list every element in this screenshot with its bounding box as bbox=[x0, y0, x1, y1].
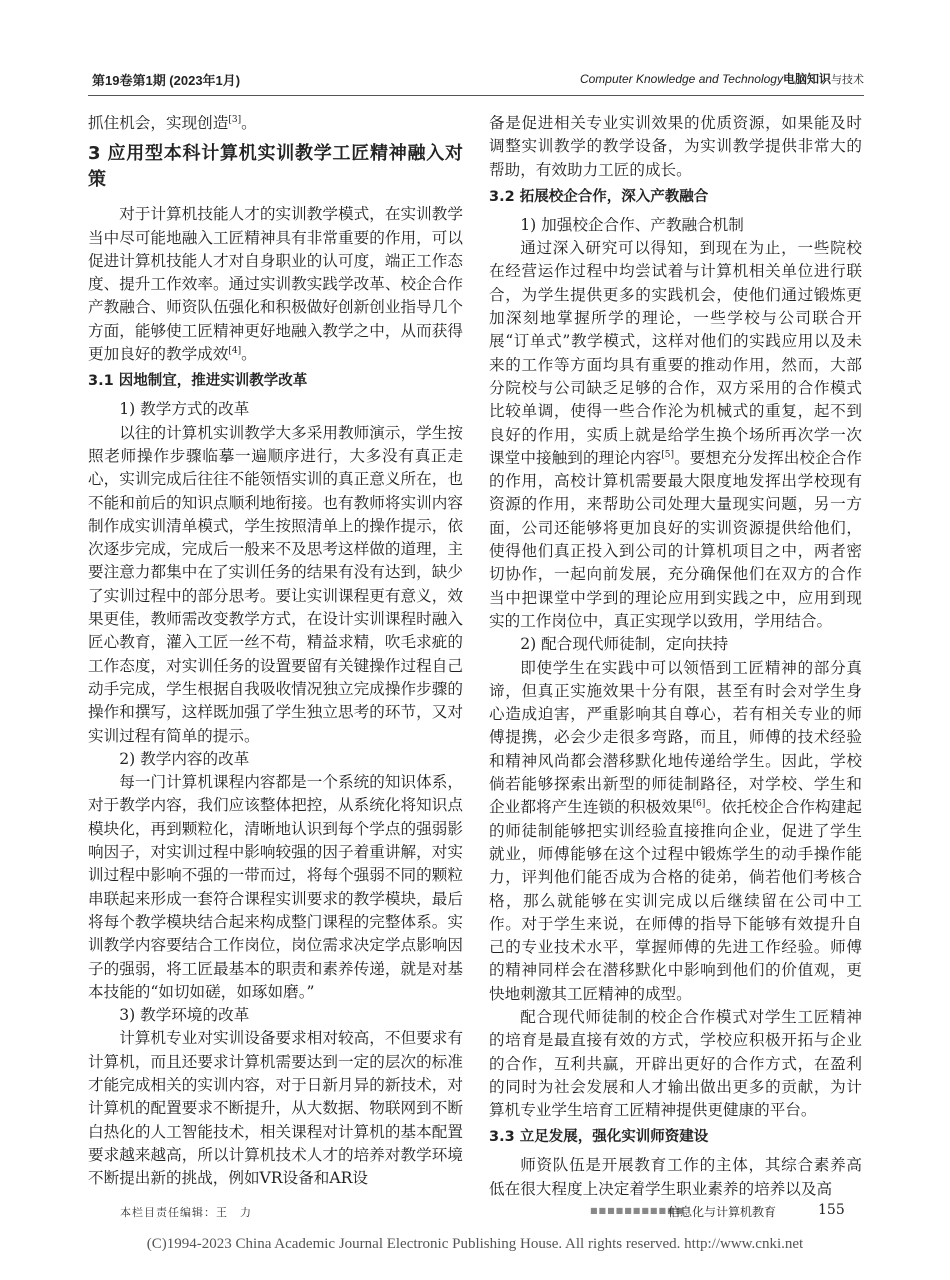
header-rule bbox=[88, 95, 864, 96]
subheading: 2) 配合现代师徒制，定向扶持 bbox=[520, 635, 729, 654]
paragraph: 备是促进相关专业实训效果的优质资源，如果能及时调整实训教学的教学设备，为实训教学提供非常大的帮助，有效助力工匠的成长。 bbox=[489, 114, 862, 179]
footer-journal: 信息化与计算机教育 bbox=[668, 1205, 777, 1219]
footer-dots: ■■■■■■■■■■■ bbox=[590, 1206, 685, 1215]
citation[interactable]: [4] bbox=[228, 345, 242, 356]
section-heading-3-1: 3.1 因地制宜，推进实训教学改革 bbox=[88, 373, 308, 390]
paragraph: 对于计算机技能人才的实训教学模式，在实训教学当中尽可能地融入工匠精神具有非常重要的作用，可以促进计算机技能人才对自身职业的认可度，端正工作态度、提升工作效率。通过实训教实践学改革、校企合作产教融合、师资队伍强化和积极做好创新创业指导几个方面，能够使工匠精神更好地融入教学之中，从而获得更加良好的教学成效[4]。 bbox=[88, 205, 463, 364]
issue-info: 第19卷第1期 (2023年1月) bbox=[92, 73, 241, 88]
section-heading-3-2: 3.2 拓展校企合作，深入产教融合 bbox=[489, 188, 709, 205]
journal-title bbox=[580, 70, 864, 87]
paragraph: 每一门计算机课程内容都是一个系统的知识体系，对于教学内容，我们应该整体把控，从系统化将知识点模块化，再到颗粒化，清晰地认识到每个学点的强弱影响因子，对实训过程中影响较强的因子着重讲解，对实训过程中影响不强的一带而过，将每个强弱不同的颗粒串联起来形成一套符合课程实训要求的教学模块，最后将每个教学模块结合起来构成整门课程的完整体系。实训教学内容要结合工作岗位，岗位需求决定学点影响因子的强弱，将工匠最基本的职责和素养传递，就是对基本技能的“如切如磋，如琢如磨。” bbox=[88, 773, 463, 1001]
citation[interactable]: [3] bbox=[228, 114, 242, 125]
paragraph: 师资队伍是开展教育工作的主体，其综合素养高低在很大程度上决定着学生职业素养的培养以及高 bbox=[489, 1156, 862, 1198]
paragraph: 以往的计算机实训教学大多采用教师演示，学生按照老师操作步骤临摹一遍顺序进行，大多没有真正走心，实训完成后往往不能领悟实训的真正意义所在，也不能和前后的知识点顺利地衔接。也有教师将实训内容制作成实训清单模式，学生按照清单上的操作提示，依次逐步完成，完成后一般来不及思考这样做的道理，主要注意力都集中在了实训任务的结果有没有达到，缺少了实训过程中的部分思考。要让实训课程更有意义，效果更佳，教师需改变教学方式，在设计实训课程时融入匠心教育，灌入工匠一丝不苟，精益求精，吹毛求疵的工作态度，对实训任务的设置要留有关键操作过程自己动手完成，学生根据自我吸收情况独立完成操作步骤的操作和撰写，这样既加强了学生独立思考的环节，又对实训过程有简单的提示。 bbox=[88, 423, 463, 745]
journal-title-en: Computer Knowledge and Technology bbox=[579, 72, 783, 86]
left-column bbox=[88, 112, 463, 1190]
column-editor: 本栏目责任编辑：王 力 bbox=[120, 1206, 252, 1219]
subheading: 1) 加强校企合作、产教融合机制 bbox=[520, 215, 744, 234]
paragraph: 配合现代师徒制的校企合作模式对学生工匠精神的培育是最直接有效的方式，学校应积极开拓与企业的合作，互利共赢，开辟出更好的合作方式，在盈利的同时为社会发展和人才输出做出更多的贡献，为计算机专业学生培育工匠精神提供更健康的平台。 bbox=[489, 1007, 862, 1120]
paragraph: 即使学生在实践中可以领悟到工匠精神的部分真谛，但真正实施效果十分有限，甚至有时会对学生身心造成迫害，严重影响其自尊心，若有相关专业的师傅提携，必会少走很多弯路，而且，师傅的技术经验和精神风尚都会潜移默化地传递给学生。因此，学校倘若能够探索出新型的师徒制路径，对学校、学生和企业都将产生连锁的积极效果[6]。依托校企合作构建起的师徒制能够把实训经验直接推向企业，促进了学生就业，师傅能够在这个过程中锻炼学生的动手操作能力，评判他们能否成为合格的徒弟，倘若他们考核合格，那么就能够在实训完成以后继续留在公司中工作。对于学生来说，在师傅的指导下能够有效提升自己的专业技术水平，掌握师傅的先进工作经验。师傅的精神同样会在潜移默化中影响到他们的价值观，更快地刺激其工匠精神的成型。 bbox=[489, 658, 862, 1003]
journal-title-cn: 电脑知识 bbox=[782, 72, 831, 86]
subheading: 3) 教学环境的改革 bbox=[119, 1006, 250, 1025]
copyright-notice: (C)1994-2023 China Academic Journal Electronic Publishing House. All rights reserved. http://www.cnki.net bbox=[146, 1236, 804, 1252]
section-heading-3: 3 应用型本科计算机实训教学工匠精神融入对策 bbox=[88, 143, 463, 191]
paragraph: 抓住机会，实现创造[3]。 bbox=[88, 114, 257, 132]
subheading: 2) 教学内容的改革 bbox=[119, 749, 250, 768]
right-column bbox=[489, 112, 862, 1201]
paragraph: 计算机专业对实训设备要求相对较高，不但要求有计算机，而且还要求计算机需要达到一定的层次的标准才能完成相关的实训内容，对于日新月异的新技术，对计算机的配置要求不断提升，从大数据、物联网到不断白热化的人工智能技术，相关课程对计算机的基本配置要求越来越高，所以计算机技术人才的培养对教学环境不断提出新的挑战，例如VR设备和AR设 bbox=[88, 1029, 463, 1188]
paragraph: 通过深入研究可以得知，到现在为止，一些院校在经营运作过程中均尝试着与计算机相关单位进行联合，为学生提供更多的实践机会，使他们通过锻炼更加深刻地掌握所学的理论，一些学校与公司联合开展“订单式”教学模式，这样对他们的实践应用以及未来的工作等方面均具有重要的推动作用，然而，大部分院校与公司缺乏足够的合作，双方采用的合作模式比较单调，使得一些合作沦为机械式的重复，起不到良好的作用，实质上就是给学生换个场所再次学一次课堂中接触到的理论内容[5]。要想充分发挥出校企合作的作用，高校计算机需要最大限度地发挥出学校现有资源的作用，来帮助公司处理大量现实问题，另一方面，公司还能够将更加良好的实训资源提供给他们，使得他们真正投入到公司的计算机项目之中，两者密切协作，一起向前发展，充分确保他们在双方的合作当中把课堂中学到的理论应用到实践之中，应用到现实的工作岗位中，真正实现学以致用，学用结合。 bbox=[489, 239, 862, 630]
citation[interactable]: [5] bbox=[661, 449, 675, 460]
citation[interactable]: [6] bbox=[692, 799, 706, 810]
section-heading-3-3: 3.3 立足发展，强化实训师资建设 bbox=[489, 1129, 709, 1146]
subheading: 1) 教学方式的改革 bbox=[119, 400, 250, 419]
page-number: 155 bbox=[818, 1202, 845, 1218]
journal-title-tail: 与技术 bbox=[831, 74, 864, 86]
